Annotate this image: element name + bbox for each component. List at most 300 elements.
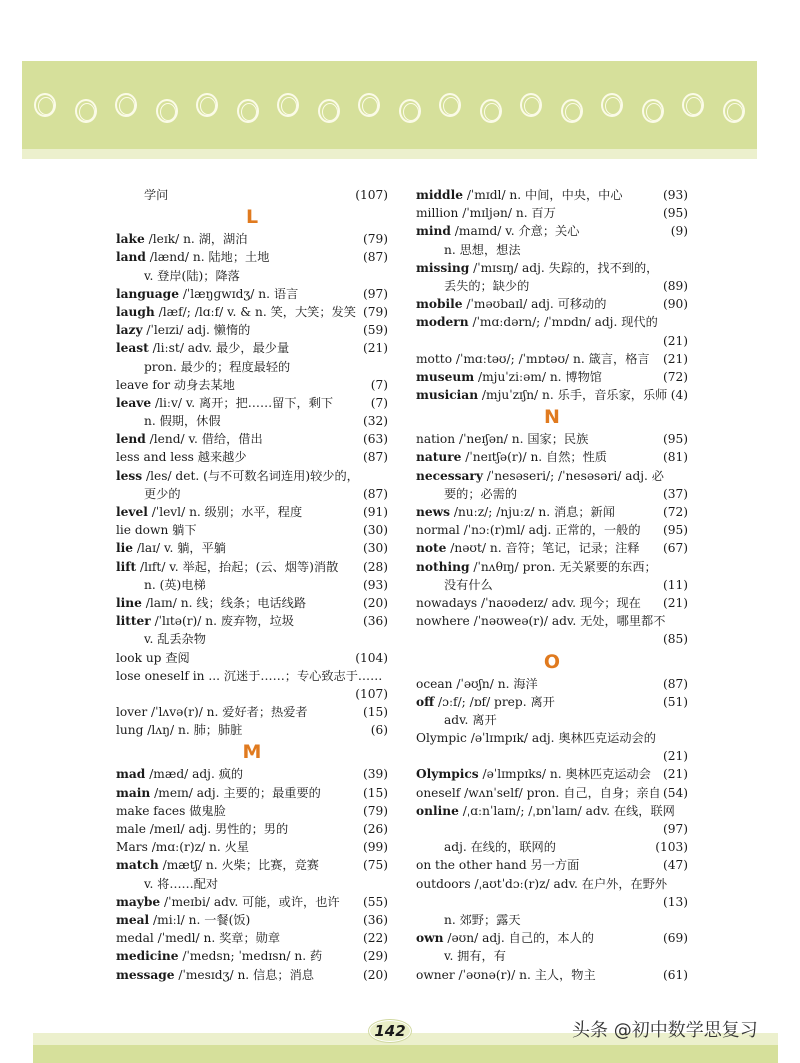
definition: /əˈlɪmpɪks/ n. 奥林匹克运动会 xyxy=(478,767,651,782)
glossary-entry xyxy=(416,693,688,711)
headword: online xyxy=(416,803,459,818)
decorative-rings xyxy=(22,61,757,149)
page-reference: (30) xyxy=(362,541,388,556)
glossary-entry xyxy=(416,966,688,984)
definition: /ˈməʊbaɪl/ adj. 可移动的 xyxy=(462,297,607,312)
headword: musician xyxy=(416,388,479,403)
entry-text xyxy=(116,893,340,911)
section-letter: N xyxy=(544,406,560,429)
entry-text: on the other hand 另一方面 xyxy=(416,858,580,873)
glossary-entry xyxy=(416,295,688,313)
entry-text xyxy=(116,303,356,321)
entry-text: n. 思想，想法 xyxy=(444,242,521,257)
definition: /mjuˈzɪʃn/ n. 乐手，音乐家，乐师 xyxy=(478,388,668,403)
glossary-entry xyxy=(116,802,388,820)
headword: laugh xyxy=(116,304,155,319)
glossary-entry xyxy=(416,503,688,521)
entry-text xyxy=(416,802,675,820)
glossary-entry xyxy=(416,558,688,576)
ring-icon xyxy=(439,93,461,117)
page-reference: (21) xyxy=(662,749,688,764)
page-reference: (103) xyxy=(655,840,688,855)
page-reference: (87) xyxy=(362,450,388,465)
headword: museum xyxy=(416,369,475,384)
glossary-entry xyxy=(116,303,388,321)
glossary-entry xyxy=(416,539,688,557)
entry-text: n. (英)电梯 xyxy=(144,577,206,592)
headword: leave xyxy=(116,395,152,410)
entry-text xyxy=(116,612,294,630)
entry-text xyxy=(116,911,250,929)
page-reference: (93) xyxy=(662,188,688,202)
headword: message xyxy=(116,967,175,982)
definition: /les/ det. (与不可数名词连用)较少的， xyxy=(142,468,359,483)
entry-text xyxy=(116,248,269,266)
entry-continuation xyxy=(416,911,688,929)
glossary-entry xyxy=(116,503,388,521)
headword: own xyxy=(416,931,444,946)
page-number: 142 xyxy=(374,1022,406,1040)
glossary-column-right xyxy=(416,186,688,984)
page-reference: (95) xyxy=(662,523,688,538)
section-letter: L xyxy=(245,206,259,229)
entry-continuation xyxy=(416,277,688,295)
entry-text xyxy=(416,929,594,947)
entry-text: male /meɪl/ adj. 男性的；男的 xyxy=(116,822,289,836)
page-reference: (97) xyxy=(662,822,688,836)
glossary-entry xyxy=(116,703,388,721)
definition: /ˈlæŋɡwɪdʒ/ n. 语言 xyxy=(178,286,299,301)
page-reference: (7) xyxy=(370,395,388,410)
watermark: 头条 @初中数学思复习 xyxy=(572,1020,758,1041)
ring-icon xyxy=(318,99,340,123)
definition: /liːst/ adv. 最少，最少量 xyxy=(148,341,290,356)
glossary-entry xyxy=(416,386,688,404)
entry-continuation xyxy=(116,267,388,285)
ring-icon xyxy=(399,99,421,123)
headword: main xyxy=(116,785,151,800)
section-letter: M xyxy=(242,741,262,764)
definition: /ˈmɑːdərn/; /ˈmɒdn/ adj. 现代的 xyxy=(468,315,658,330)
ring-icon xyxy=(723,99,745,123)
ring-icon xyxy=(520,93,542,117)
page-reference: (107) xyxy=(355,188,388,202)
glossary-entry xyxy=(116,667,388,685)
entry-text: adj. 在线的，联网的 xyxy=(444,840,556,855)
entry-continuation xyxy=(416,711,688,729)
definition: /laɪ/ v. 躺，平躺 xyxy=(133,541,226,556)
glossary-entry xyxy=(116,612,388,630)
entry-continuation xyxy=(416,820,688,838)
headword: lake xyxy=(116,232,145,247)
headword: line xyxy=(116,595,142,610)
glossary-entry xyxy=(116,558,388,576)
headword: mind xyxy=(416,224,451,239)
headword: modern xyxy=(416,315,469,330)
entry-continuation xyxy=(416,485,688,503)
glossary-entry xyxy=(416,467,688,485)
entry-text: v. 登岸(陆)；降落 xyxy=(144,268,240,283)
entry-text xyxy=(416,448,607,466)
definition: /maɪnd/ v. 介意；关心 xyxy=(450,224,580,239)
glossary-entry xyxy=(416,368,688,386)
entry-text xyxy=(116,594,306,612)
page-reference: (79) xyxy=(362,232,388,247)
glossary-entry xyxy=(416,313,688,331)
glossary-entry xyxy=(416,222,688,240)
page-reference: (72) xyxy=(662,369,688,384)
page-reference: (37) xyxy=(662,486,688,501)
entry-text: v. 将……配对 xyxy=(144,876,219,891)
entry-text: nation /ˈneɪʃən/ n. 国家；民族 xyxy=(416,432,589,447)
headword: lift xyxy=(116,559,137,574)
entry-continuation xyxy=(416,241,688,259)
definition: /əʊn/ adj. 自己的，本人的 xyxy=(443,931,594,946)
headword: mad xyxy=(116,767,146,782)
page-reference: (21) xyxy=(662,351,688,366)
definition: /laɪn/ n. 线；线条；电话线路 xyxy=(141,595,307,610)
entry-text xyxy=(116,765,243,783)
section-letter: O xyxy=(543,650,561,673)
headword: note xyxy=(416,541,447,556)
glossary-column-left xyxy=(116,186,388,984)
page-reference: (28) xyxy=(362,559,388,574)
glossary-entry xyxy=(416,186,688,204)
glossary-entry xyxy=(116,339,388,357)
entry-text: lose oneself in ... 沉迷于……；专心致志于…… xyxy=(116,668,383,683)
definition: /ˈlevl/ n. 级别；水平，程度 xyxy=(147,505,303,519)
ring-icon xyxy=(237,99,259,123)
page-reference: (21) xyxy=(662,767,688,782)
entry-text xyxy=(116,947,322,965)
glossary-entry xyxy=(416,521,688,539)
page-reference: (104) xyxy=(355,650,388,665)
page-reference: (89) xyxy=(662,278,688,293)
definition: /nuːz/; /njuːz/ n. 消息；新闻 xyxy=(449,505,615,519)
entry-continuation xyxy=(116,358,388,376)
glossary-entry xyxy=(116,765,388,783)
headword: meal xyxy=(116,912,150,927)
glossary-entry xyxy=(116,521,388,539)
entry-text xyxy=(116,856,319,874)
glossary-entry xyxy=(416,594,688,612)
entry-text xyxy=(416,186,623,204)
ring-icon xyxy=(601,93,623,117)
page-reference: (20) xyxy=(362,967,388,982)
glossary-entry xyxy=(116,230,388,248)
headword: off xyxy=(416,694,435,709)
entry-text: v. 拥有，有 xyxy=(444,949,506,964)
page-reference: (26) xyxy=(362,822,388,836)
glossary-entry xyxy=(116,376,388,394)
entry-text xyxy=(116,430,263,448)
entry-continuation xyxy=(116,630,388,648)
entry-text xyxy=(116,394,333,412)
entry-continuation xyxy=(116,412,388,430)
entry-text: 丢失的；缺少的 xyxy=(444,278,530,293)
definition: /mæd/ adj. 疯的 xyxy=(145,767,244,782)
headword: middle xyxy=(416,188,463,202)
entry-text: outdoors /ˌaʊtˈdɔː(r)z/ adv. 在户外，在野外 xyxy=(416,876,668,891)
definition: /ˈleɪzi/ adj. 懒惰的 xyxy=(142,323,251,338)
entry-text: n. 郊野；露天 xyxy=(444,912,521,927)
page-reference: (36) xyxy=(362,912,388,927)
page-reference: (22) xyxy=(362,931,388,946)
page-reference: (67) xyxy=(662,541,688,556)
glossary-entry xyxy=(116,820,388,838)
entry-text: Olympic /əˈlɪmpɪk/ adj. 奥林匹克运动会的 xyxy=(416,731,656,746)
page-reference: (36) xyxy=(362,614,388,629)
definition: /ˈneɪtʃə(r)/ n. 自然；性质 xyxy=(461,450,607,465)
page-reference: (4) xyxy=(670,388,688,403)
headword: necessary xyxy=(416,468,483,483)
glossary-entry xyxy=(116,539,388,557)
glossary-entry xyxy=(416,784,688,802)
glossary-entry xyxy=(416,729,688,747)
definition: /læf/; /lɑːf/ v. & n. 笑，大笑；发笑 xyxy=(154,304,356,319)
entry-continuation xyxy=(416,947,688,965)
page-reference: (51) xyxy=(662,694,688,709)
page-reference: (63) xyxy=(362,432,388,447)
definition: /ˈnʌθɪŋ/ pron. 无关紧要的东西； xyxy=(469,559,657,574)
entry-continuation xyxy=(116,576,388,594)
entry-text: normal /ˈnɔː(r)ml/ adj. 正常的，一般的 xyxy=(416,523,641,538)
entry-text xyxy=(116,230,247,248)
ring-icon xyxy=(34,93,56,117)
glossary-entry xyxy=(116,966,388,984)
headword: maybe xyxy=(116,894,161,909)
glossary-entry xyxy=(416,612,688,630)
glossary-entry xyxy=(116,394,388,412)
ring-icon xyxy=(358,93,380,117)
headword: match xyxy=(116,858,159,873)
page-reference: (87) xyxy=(362,250,388,265)
glossary-entry xyxy=(416,929,688,947)
glossary-entry xyxy=(416,802,688,820)
definition: /ˌɑːnˈlaɪn/; /ˌɒnˈlaɪn/ adv. 在线，联网 xyxy=(458,803,675,818)
entry-text xyxy=(116,503,302,521)
page-reference: (61) xyxy=(662,967,688,982)
entry-text xyxy=(116,467,359,485)
headword: missing xyxy=(416,260,470,275)
page-reference: (9) xyxy=(670,224,688,239)
page-reference: (21) xyxy=(662,333,688,348)
entry-text: n. 假期，休假 xyxy=(144,414,221,429)
headword: lend xyxy=(116,432,146,447)
entry-text xyxy=(416,765,651,783)
definition: /ˈmɪdl/ n. 中间，中央，中心 xyxy=(462,188,623,202)
definition: /ˈmeɪbi/ adv. 可能，或许，也许 xyxy=(160,894,340,909)
ring-icon xyxy=(480,99,502,123)
definition: /mætʃ/ n. 火柴；比赛，竞赛 xyxy=(158,858,319,873)
glossary-entry xyxy=(416,350,688,368)
headword: medicine xyxy=(116,949,179,964)
glossary-entry xyxy=(416,204,688,222)
entry-text: 要的；必需的 xyxy=(444,486,518,501)
page-reference: (93) xyxy=(362,577,388,592)
page-reference: (95) xyxy=(662,206,688,221)
page-reference: (20) xyxy=(362,595,388,610)
entry-text: look up 查阅 xyxy=(116,650,190,665)
headword: litter xyxy=(116,614,151,629)
headword: lie xyxy=(116,541,134,556)
entry-text xyxy=(416,558,657,576)
entry-text: owner /ˈəʊnə(r)/ n. 主人，物主 xyxy=(416,967,596,982)
ring-icon xyxy=(196,93,218,117)
ring-icon xyxy=(682,93,704,117)
page-reference: (32) xyxy=(362,414,388,429)
page-reference: (59) xyxy=(362,323,388,338)
entry-text: lover /ˈlʌvə(r)/ n. 爱好者；热爱者 xyxy=(116,705,308,720)
glossary-entry xyxy=(416,765,688,783)
page-reference: (85) xyxy=(662,632,688,647)
definition: /meɪn/ adj. 主要的；最重要的 xyxy=(150,785,321,800)
headword: least xyxy=(116,341,149,356)
page-reference: (79) xyxy=(362,304,388,319)
entry-text xyxy=(116,539,226,557)
entry-text xyxy=(416,693,555,711)
entry-text: nowadays /ˈnaʊədeɪz/ adv. 现今；现在 xyxy=(416,595,641,610)
page-reference: (21) xyxy=(662,595,688,610)
page-reference: (7) xyxy=(370,377,388,392)
headword: nature xyxy=(416,450,462,465)
glossary-entry xyxy=(116,285,388,303)
definition: /lɪft/ v. 举起，抬起；(云、烟等)消散 xyxy=(136,559,339,574)
entry-continuation xyxy=(416,838,688,856)
entry-text: 没有什么 xyxy=(444,577,493,592)
ring-icon xyxy=(75,99,97,123)
glossary-entry xyxy=(416,448,688,466)
page-reference: (87) xyxy=(662,676,688,691)
entry-text: ocean /ˈəʊʃn/ n. 海洋 xyxy=(416,676,538,691)
entry-text xyxy=(116,285,298,303)
entry-text: nowhere /ˈnəʊweə(r)/ adv. 无处，哪里都不 xyxy=(416,614,666,629)
glossary-entry xyxy=(116,893,388,911)
entry-text: lung /lʌŋ/ n. 肺；肺脏 xyxy=(116,723,243,738)
entry-continuation xyxy=(116,875,388,893)
headword: mobile xyxy=(416,297,463,312)
entry-text xyxy=(416,259,658,277)
entry-text: v. 乱丢杂物 xyxy=(144,632,206,647)
page-reference: (13) xyxy=(662,894,688,909)
definition: /ɔːf/; /ɒf/ prep. 离开 xyxy=(434,694,555,709)
definition: /lend/ v. 借给，借出 xyxy=(145,432,263,447)
glossary-entry xyxy=(416,875,688,893)
ring-icon xyxy=(277,93,299,117)
glossary-entry xyxy=(116,430,388,448)
definition: /ˈmedsn; ˈmedɪsn/ n. 药 xyxy=(178,949,323,964)
entry-text xyxy=(416,386,667,404)
glossary-entry xyxy=(116,721,388,739)
entry-text xyxy=(116,339,289,357)
ring-icon xyxy=(115,93,137,117)
entry-text xyxy=(416,313,658,331)
glossary-entry xyxy=(116,467,388,485)
entry-text xyxy=(416,295,606,313)
entry-text xyxy=(116,321,250,339)
page-reference: (21) xyxy=(362,341,388,356)
page-reference: (6) xyxy=(370,723,388,738)
page-reference: (29) xyxy=(362,949,388,964)
glossary-entry xyxy=(116,856,388,874)
entry-text: lie down 躺下 xyxy=(116,523,197,538)
entry-text: less and less 越来越少 xyxy=(116,450,247,465)
page-reference: (90) xyxy=(662,297,688,312)
page-reference: (87) xyxy=(362,486,388,501)
glossary-entry xyxy=(116,321,388,339)
glossary-entry xyxy=(116,594,388,612)
page-reference: (47) xyxy=(662,858,688,873)
entry-continuation xyxy=(416,893,688,911)
page-reference: (81) xyxy=(662,450,688,465)
entry-text: 学问 xyxy=(144,188,169,202)
definition: /ˈmesɪdʒ/ n. 信息；消息 xyxy=(174,967,314,982)
entry-text xyxy=(116,966,314,984)
headword: nothing xyxy=(416,559,470,574)
page-reference: (99) xyxy=(362,840,388,855)
glossary-entry xyxy=(116,649,388,667)
glossary-entry xyxy=(416,430,688,448)
page-reference: (95) xyxy=(662,432,688,447)
definition: /ˈmɪsɪŋ/ adj. 失踪的，找不到的， xyxy=(469,260,659,275)
page-reference: (11) xyxy=(662,577,688,592)
definition: /liːv/ v. 离开；把……留下，剩下 xyxy=(151,395,334,410)
entry-text: adv. 离开 xyxy=(444,712,497,727)
glossary-entry xyxy=(116,448,388,466)
glossary-entry xyxy=(116,947,388,965)
page-reference: (30) xyxy=(362,523,388,538)
entry-text xyxy=(416,503,615,521)
page-reference: (15) xyxy=(362,785,388,800)
entry-text: medal /ˈmedl/ n. 奖章；勋章 xyxy=(116,931,281,946)
footer-band-dark xyxy=(33,1045,778,1063)
entry-text: pron. 最少的；程度最轻的 xyxy=(144,359,291,374)
entry-text: 更少的 xyxy=(144,486,181,501)
entry-continuation xyxy=(416,747,688,765)
glossary-entry xyxy=(116,248,388,266)
entry-text: leave for 动身去某地 xyxy=(116,377,235,392)
glossary-entry xyxy=(416,259,688,277)
definition: /miːl/ n. 一餐(饭) xyxy=(149,912,251,927)
header-banner-strip xyxy=(22,149,757,159)
headword: Olympics xyxy=(416,767,479,782)
entry-text: make faces 做鬼脸 xyxy=(116,803,226,818)
page-reference: (72) xyxy=(662,505,688,519)
headword: less xyxy=(116,468,143,483)
entry-continuation xyxy=(416,630,688,648)
headword: language xyxy=(116,286,179,301)
page-reference: (107) xyxy=(355,686,388,701)
page-reference: (39) xyxy=(362,767,388,782)
glossary-entry xyxy=(116,911,388,929)
page-reference: (69) xyxy=(662,931,688,946)
definition: /nəʊt/ n. 音符；笔记，记录；注释 xyxy=(446,541,640,556)
entry-continuation xyxy=(116,186,388,204)
page-reference: (75) xyxy=(362,858,388,873)
entry-text: Mars /mɑː(r)z/ n. 火星 xyxy=(116,840,249,855)
definition: /ˈnesəseri/; /ˈnesəsəri/ adj. 必 xyxy=(482,468,664,483)
entry-continuation xyxy=(416,576,688,594)
entry-text xyxy=(116,558,338,576)
page-reference: (97) xyxy=(362,286,388,301)
ring-icon xyxy=(642,99,664,123)
entry-text xyxy=(116,784,321,802)
entry-continuation xyxy=(416,332,688,350)
headword: level xyxy=(116,505,148,519)
headword: news xyxy=(416,505,450,519)
entry-text: oneself /wʌnˈself/ pron. 自己，自身；亲自 xyxy=(416,785,661,800)
entry-text xyxy=(416,467,664,485)
